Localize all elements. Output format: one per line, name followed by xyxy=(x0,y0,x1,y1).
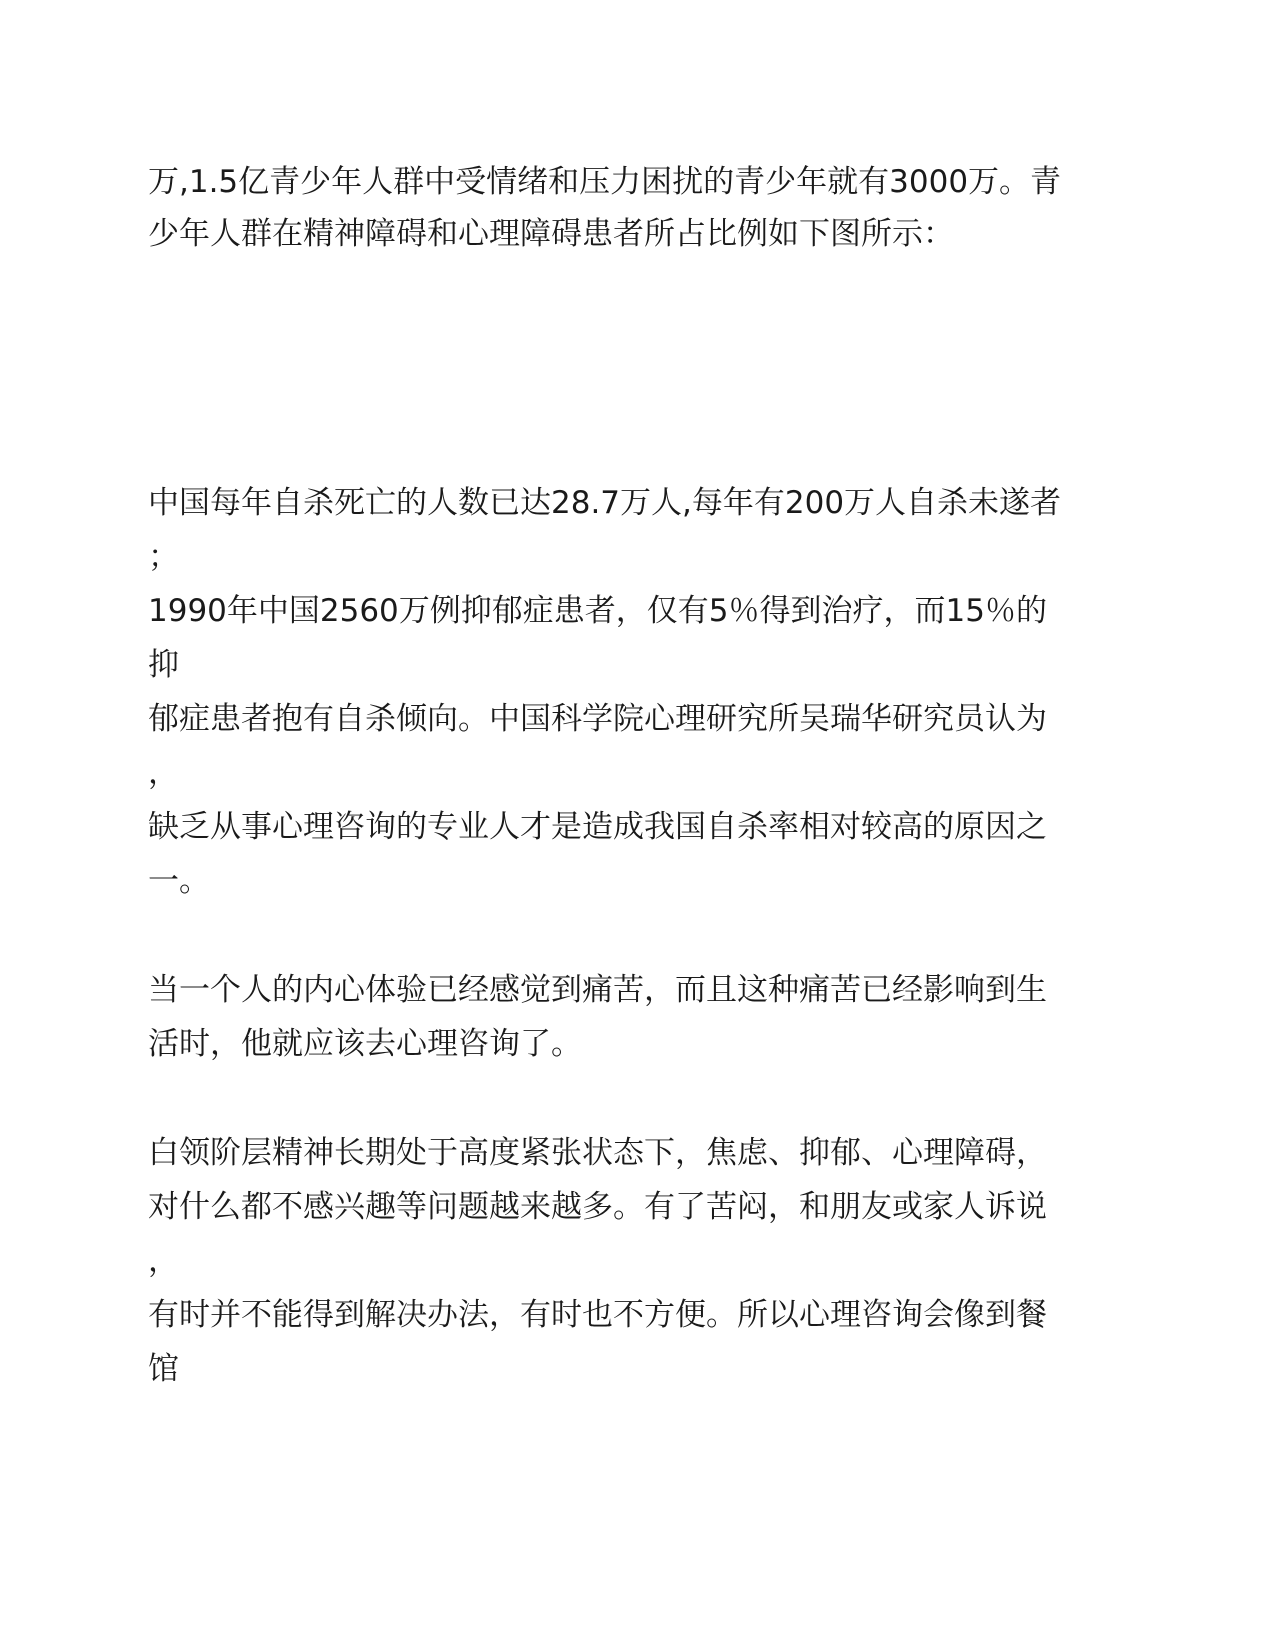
text-line: 一。 xyxy=(148,863,210,899)
text-line: 当一个人的内心体验已经感觉到痛苦，而且这种痛苦已经影响到生 xyxy=(148,972,1047,1008)
text-line: 对什么都不感兴趣等问题越来越多。有了苦闷，和朋友或家人诉说 xyxy=(148,1189,1047,1225)
text-line: 中国每年自杀死亡的人数已达28.7万人,每年有200万人自杀未遂者 xyxy=(148,485,1062,521)
text-line: 白领阶层精神长期处于高度紧张状态下，焦虑、抑郁、心理障碍， xyxy=(148,1135,1047,1171)
text-line: 抑 xyxy=(148,647,179,683)
text-line: 少年人群在精神障碍和心理障碍患者所占比例如下图所示： xyxy=(148,216,954,252)
text-line: 郁症患者抱有自杀倾向。中国科学院心理研究所吴瑞华研究员认为 xyxy=(148,701,1047,737)
text-line: ， xyxy=(148,755,179,791)
text-line: ； xyxy=(148,539,179,575)
text-line: 缺乏从事心理咨询的专业人才是造成我国自杀率相对较高的原因之 xyxy=(148,809,1047,845)
text-line: 1990年中国2560万例抑郁症患者，仅有5％得到治疗，而15％的 xyxy=(148,593,1047,629)
text-line: 有时并不能得到解决办法，有时也不方便。所以心理咨询会像到餐 xyxy=(148,1297,1047,1333)
text-line: 活时，他就应该去心理咨询了。 xyxy=(148,1026,582,1062)
text-line: 馆 xyxy=(148,1351,179,1387)
text-line: 万,1.5亿青少年人群中受情绪和压力困扰的青少年就有3000万。青 xyxy=(148,164,1062,200)
text-line: ， xyxy=(148,1243,179,1279)
